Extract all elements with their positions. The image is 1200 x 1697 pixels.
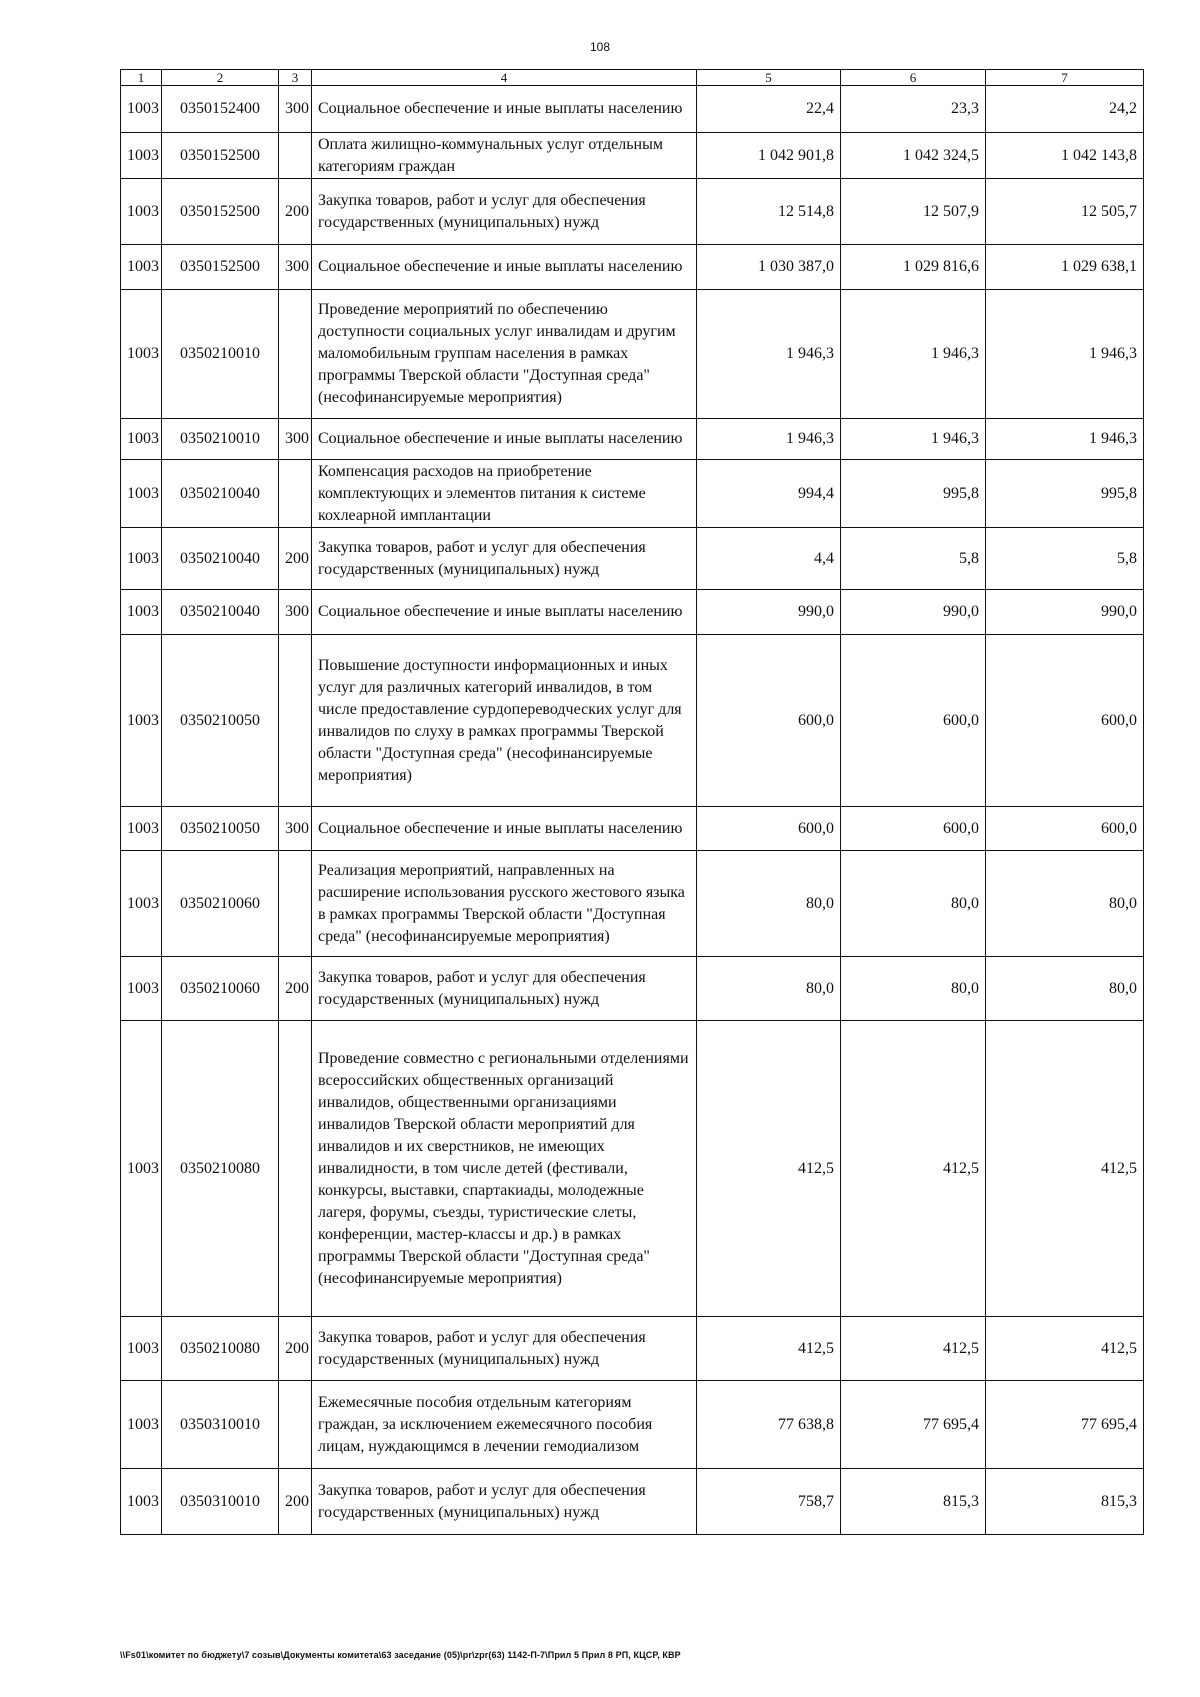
table-row [121, 1317, 1144, 1381]
cell-section: 1003 [121, 1021, 162, 1317]
cell-amount-col7: 995,8 [986, 460, 1144, 528]
cell-description: Компенсация расходов на приобретение комплектующих и элементов питания к системе кохлеарной имплантации [312, 460, 697, 528]
cell-section: 1003 [121, 460, 162, 528]
cell-expense-type: 200 [279, 957, 312, 1021]
cell-amount-col5: 4,4 [697, 528, 841, 590]
cell-amount-col6: 600,0 [841, 635, 986, 807]
cell-section: 1003 [121, 419, 162, 460]
cell-amount-col5: 1 946,3 [697, 419, 841, 460]
cell-amount-col7: 5,8 [986, 528, 1144, 590]
cell-amount-col5: 1 946,3 [697, 290, 841, 419]
cell-amount-col7: 412,5 [986, 1317, 1144, 1381]
table-row [121, 1021, 1144, 1317]
cell-description: Социальное обеспечение и иные выплаты населению [312, 86, 697, 133]
cell-description: Социальное обеспечение и иные выплаты населению [312, 807, 697, 851]
table-row [121, 851, 1144, 957]
header-col-1: 1 [121, 70, 162, 86]
cell-section: 1003 [121, 133, 162, 179]
cell-section: 1003 [121, 1317, 162, 1381]
cell-target-code: 0350152400 [162, 86, 279, 133]
cell-section: 1003 [121, 590, 162, 635]
cell-amount-col7: 80,0 [986, 851, 1144, 957]
cell-section: 1003 [121, 290, 162, 419]
table-row [121, 245, 1144, 290]
cell-expense-type [279, 460, 312, 528]
cell-target-code: 0350210040 [162, 590, 279, 635]
cell-expense-type [279, 133, 312, 179]
cell-expense-type: 300 [279, 807, 312, 851]
table-row [121, 590, 1144, 635]
cell-description: Социальное обеспечение и иные выплаты населению [312, 245, 697, 290]
cell-section: 1003 [121, 1381, 162, 1469]
cell-target-code: 0350210010 [162, 419, 279, 460]
cell-target-code: 0350152500 [162, 179, 279, 245]
table-row [121, 635, 1144, 807]
cell-target-code: 0350210060 [162, 851, 279, 957]
cell-expense-type [279, 635, 312, 807]
cell-description: Оплата жилищно-коммунальных услуг отдельным категориям граждан [312, 133, 697, 179]
cell-expense-type [279, 1381, 312, 1469]
table-row [121, 133, 1144, 179]
cell-amount-col7: 1 042 143,8 [986, 133, 1144, 179]
cell-amount-col5: 80,0 [697, 851, 841, 957]
cell-section: 1003 [121, 1469, 162, 1535]
cell-amount-col7: 600,0 [986, 807, 1144, 851]
cell-expense-type [279, 851, 312, 957]
cell-description: Социальное обеспечение и иные выплаты населению [312, 419, 697, 460]
page-number: 108 [589, 40, 611, 54]
cell-amount-col7: 77 695,4 [986, 1381, 1144, 1469]
cell-amount-col7: 815,3 [986, 1469, 1144, 1535]
cell-amount-col7: 1 946,3 [986, 290, 1144, 419]
cell-amount-col6: 600,0 [841, 807, 986, 851]
table-row [121, 1381, 1144, 1469]
cell-section: 1003 [121, 86, 162, 133]
table-row [121, 528, 1144, 590]
table-row [121, 419, 1144, 460]
cell-expense-type: 200 [279, 179, 312, 245]
cell-amount-col5: 80,0 [697, 957, 841, 1021]
cell-section: 1003 [121, 807, 162, 851]
table-row [121, 957, 1144, 1021]
cell-amount-col5: 1 042 901,8 [697, 133, 841, 179]
header-col-6: 6 [841, 70, 986, 86]
cell-amount-col6: 412,5 [841, 1021, 986, 1317]
cell-description: Реализация мероприятий, направленных на расширение использования русского жестового языка в рамках программы Тверской области "Доступная среда" (несофинансируемые мероприятия) [312, 851, 697, 957]
cell-amount-col6: 80,0 [841, 851, 986, 957]
cell-target-code: 0350210080 [162, 1021, 279, 1317]
table-row [121, 460, 1144, 528]
cell-description: Закупка товаров, работ и услуг для обеспечения государственных (муниципальных) нужд [312, 957, 697, 1021]
cell-amount-col6: 412,5 [841, 1317, 986, 1381]
cell-expense-type: 300 [279, 590, 312, 635]
budget-table [120, 69, 1144, 1535]
header-col-7: 7 [986, 70, 1144, 86]
cell-expense-type: 200 [279, 528, 312, 590]
header-row [121, 70, 1144, 86]
cell-section: 1003 [121, 957, 162, 1021]
cell-amount-col6: 990,0 [841, 590, 986, 635]
table-row [121, 179, 1144, 245]
cell-target-code: 0350210040 [162, 460, 279, 528]
cell-description: Закупка товаров, работ и услуг для обеспечения государственных (муниципальных) нужд [312, 1469, 697, 1535]
cell-expense-type [279, 290, 312, 419]
cell-description: Закупка товаров, работ и услуг для обеспечения государственных (муниципальных) нужд [312, 179, 697, 245]
cell-section: 1003 [121, 528, 162, 590]
cell-amount-col5: 1 030 387,0 [697, 245, 841, 290]
cell-amount-col5: 600,0 [697, 635, 841, 807]
cell-expense-type: 200 [279, 1469, 312, 1535]
cell-amount-col6: 5,8 [841, 528, 986, 590]
cell-expense-type: 200 [279, 1317, 312, 1381]
cell-amount-col5: 12 514,8 [697, 179, 841, 245]
cell-amount-col6: 1 042 324,5 [841, 133, 986, 179]
cell-amount-col5: 994,4 [697, 460, 841, 528]
cell-section: 1003 [121, 635, 162, 807]
cell-target-code: 0350210040 [162, 528, 279, 590]
table-row [121, 290, 1144, 419]
cell-description: Социальное обеспечение и иные выплаты населению [312, 590, 697, 635]
table-row [121, 807, 1144, 851]
cell-amount-col5: 600,0 [697, 807, 841, 851]
cell-amount-col5: 412,5 [697, 1021, 841, 1317]
cell-amount-col6: 995,8 [841, 460, 986, 528]
cell-amount-col5: 412,5 [697, 1317, 841, 1381]
footer-file-path: \\Fs01\комитет по бюджету\7 созыв\Документы комитета\63 заседание (05)\pr\zpr(63) 1142-П-7\Прил 5 Прил 8 РП, КЦСР, КВР [120, 1650, 681, 1660]
cell-section: 1003 [121, 245, 162, 290]
cell-amount-col6: 12 507,9 [841, 179, 986, 245]
header-col-3: 3 [279, 70, 312, 86]
cell-amount-col5: 22,4 [697, 86, 841, 133]
cell-description: Закупка товаров, работ и услуг для обеспечения государственных (муниципальных) нужд [312, 528, 697, 590]
cell-target-code: 0350310010 [162, 1381, 279, 1469]
cell-target-code: 0350210050 [162, 807, 279, 851]
cell-description: Проведение совместно с региональными отделениями всероссийских общественных организаций инвалидов, общественными организациями инвалидов Тверской области мероприятий для инвалидов и их сверстников, не имеющих инвалидности, в том числе детей (фестивали, конкурсы, выставки, спартакиады, молодежные лагеря, форумы, съезды, туристические слеты, конференции, мастер-классы и др.) в рамках программы Тверской области "Доступная среда" (несофинансируемые мероприятия) [312, 1021, 697, 1317]
cell-amount-col6: 80,0 [841, 957, 986, 1021]
cell-description: Ежемесячные пособия отдельным категориям граждан, за исключением ежемесячного пособия лицам, нуждающимся в лечении гемодиализом [312, 1381, 697, 1469]
cell-amount-col7: 412,5 [986, 1021, 1144, 1317]
cell-amount-col7: 24,2 [986, 86, 1144, 133]
cell-target-code: 0350152500 [162, 133, 279, 179]
cell-section: 1003 [121, 851, 162, 957]
cell-target-code: 0350210050 [162, 635, 279, 807]
cell-expense-type: 300 [279, 419, 312, 460]
cell-amount-col6: 23,3 [841, 86, 986, 133]
cell-amount-col7: 12 505,7 [986, 179, 1144, 245]
cell-target-code: 0350210080 [162, 1317, 279, 1381]
cell-target-code: 0350152500 [162, 245, 279, 290]
header-col-5: 5 [697, 70, 841, 86]
cell-target-code: 0350310010 [162, 1469, 279, 1535]
cell-amount-col7: 1 946,3 [986, 419, 1144, 460]
cell-description: Проведение мероприятий по обеспечению доступности социальных услуг инвалидам и другим маломобильным группам населения в рамках программы Тверской области "Доступная среда" (несофинансируемые мероприятия) [312, 290, 697, 419]
header-col-2: 2 [162, 70, 279, 86]
cell-amount-col7: 1 029 638,1 [986, 245, 1144, 290]
cell-amount-col7: 600,0 [986, 635, 1144, 807]
cell-expense-type [279, 1021, 312, 1317]
cell-amount-col6: 1 946,3 [841, 419, 986, 460]
cell-description: Повышение доступности информационных и иных услуг для различных категорий инвалидов, в том числе предоставление сурдопереводческих услуг для инвалидов по слуху в рамках программы Тверской области "Доступная среда" (несофинансируемые мероприятия) [312, 635, 697, 807]
table-row [121, 86, 1144, 133]
cell-amount-col5: 990,0 [697, 590, 841, 635]
cell-amount-col6: 77 695,4 [841, 1381, 986, 1469]
cell-amount-col7: 80,0 [986, 957, 1144, 1021]
cell-amount-col6: 1 029 816,6 [841, 245, 986, 290]
cell-amount-col7: 990,0 [986, 590, 1144, 635]
cell-expense-type: 300 [279, 245, 312, 290]
cell-amount-col5: 77 638,8 [697, 1381, 841, 1469]
cell-target-code: 0350210010 [162, 290, 279, 419]
cell-amount-col6: 815,3 [841, 1469, 986, 1535]
cell-description: Закупка товаров, работ и услуг для обеспечения государственных (муниципальных) нужд [312, 1317, 697, 1381]
cell-amount-col6: 1 946,3 [841, 290, 986, 419]
cell-section: 1003 [121, 179, 162, 245]
table-row [121, 1469, 1144, 1535]
header-col-4: 4 [312, 70, 697, 86]
cell-target-code: 0350210060 [162, 957, 279, 1021]
cell-amount-col5: 758,7 [697, 1469, 841, 1535]
cell-expense-type: 300 [279, 86, 312, 133]
